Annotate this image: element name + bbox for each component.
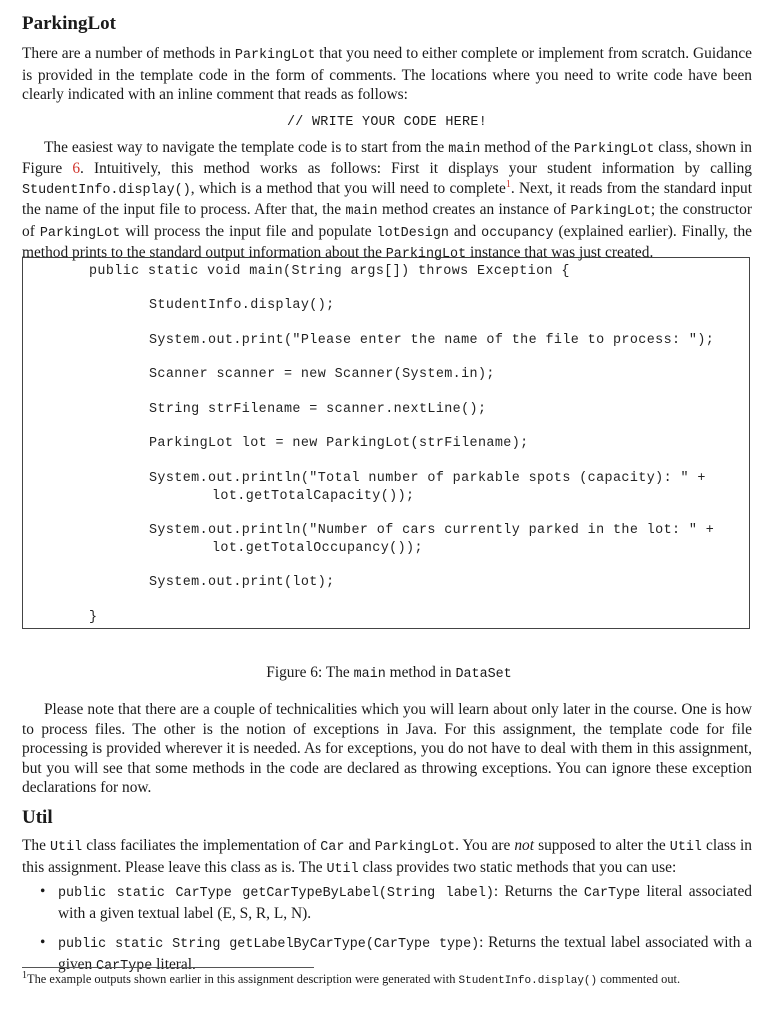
bullet-icon: • (40, 934, 46, 951)
util-methods-list (22, 882, 752, 986)
technicalities-paragraph: Please note that there are a couple of technicalities which you will learn about only later in the course. One is how to process files. The other is the notion of exceptions in Java. For this assignment, the template code for file processing is provided wherever it is needed. As for exceptions, you do not have to deal with them in this assignment, but you will see that some methods in the code are declared as throwing exceptions. You can ignore these exception declarations for now. (22, 701, 752, 796)
intro-paragraph: There are a number of methods in ParkingLot that you need to either complete or implement from scratch. Guidance is provided in the template code in the form of comments. The locations where you need to write code have been clearly indicated with an inline comment that reads as follows: (22, 45, 752, 103)
write-code-comment: // WRITE YOUR CODE HERE! (286, 114, 488, 130)
code-line-print-occupancy: System.out.println("Number of cars currently parked in the lot: " + (149, 523, 715, 538)
code-line-get-capacity: lot.getTotalCapacity()); (212, 489, 415, 504)
navigation-paragraph: The easiest way to navigate the template code is to start from the main method of the ParkingLot class, shown in Figure 6. Intuitively, this method works as follows: First it displays your student information by calling StudentInfo.display(), which is a method that you will need to complete$^1$. Next, it reads from the standard input the name of the input file to process. After that, the main method creates an instance of ParkingLot; the constructor of ParkingLot will process the input file and populate lotDesign and occupancy (explained earlier). Finally, the method prints to the standard output information about the ParkingLot instance that was just created. (22, 138, 753, 262)
code-line-print-capacity: System.out.println("Total number of parkable spots (capacity): " + (149, 471, 706, 486)
code-line-print-lot: System.out.print(lot); (149, 575, 335, 590)
section-title-util: Util (22, 807, 53, 828)
code-listing-box (22, 257, 750, 629)
code-line-method-signature: public static void main(String args[]) throws Exception { (89, 264, 570, 279)
code-line-get-occupancy: lot.getTotalOccupancy()); (212, 541, 423, 556)
code-line-filename: String strFilename = scanner.nextLine(); (149, 402, 487, 417)
code-line-scanner: Scanner scanner = new Scanner(System.in); (149, 367, 495, 382)
list-item: • public static CarType getCarTypeByLabel(String label): Returns the CarType literal associated with a given textual label (E, S, R, L, N). (40, 883, 752, 922)
code-line-studentinfo: StudentInfo.display(); (149, 298, 335, 313)
figure-caption: Figure 6: The main method in DataSet (266, 664, 512, 682)
bullet-icon: • (40, 883, 46, 900)
footnote-divider (22, 967, 314, 968)
section-title-parkinglot: ParkingLot (22, 13, 116, 34)
code-line-print-prompt: System.out.print("Please enter the name of the file to process: "); (149, 333, 715, 348)
util-intro-paragraph: The Util class faciliates the implementation of Car and ParkingLot. You are not supposed to alter the Util class in this assignment. Please leave this class as is. The Util class provides two static methods that you can use: (22, 837, 752, 877)
footnote: $^1$The example outputs shown earlier in this assignment description were generated with StudentInfo.display() commented out. (22, 969, 681, 987)
figure-reference-link[interactable]: 6 (72, 160, 81, 177)
footnote-reference-link[interactable]: 1 (505, 178, 511, 190)
code-line-new-parkinglot: ParkingLot lot = new ParkingLot(strFilename); (149, 436, 529, 451)
section-parkinglot (22, 12, 752, 265)
code-line-closing-brace: } (89, 610, 98, 625)
list-item: • public static String getLabelByCarType(CarType type): Returns the textual label associated with a given CarType literal. (40, 934, 752, 974)
